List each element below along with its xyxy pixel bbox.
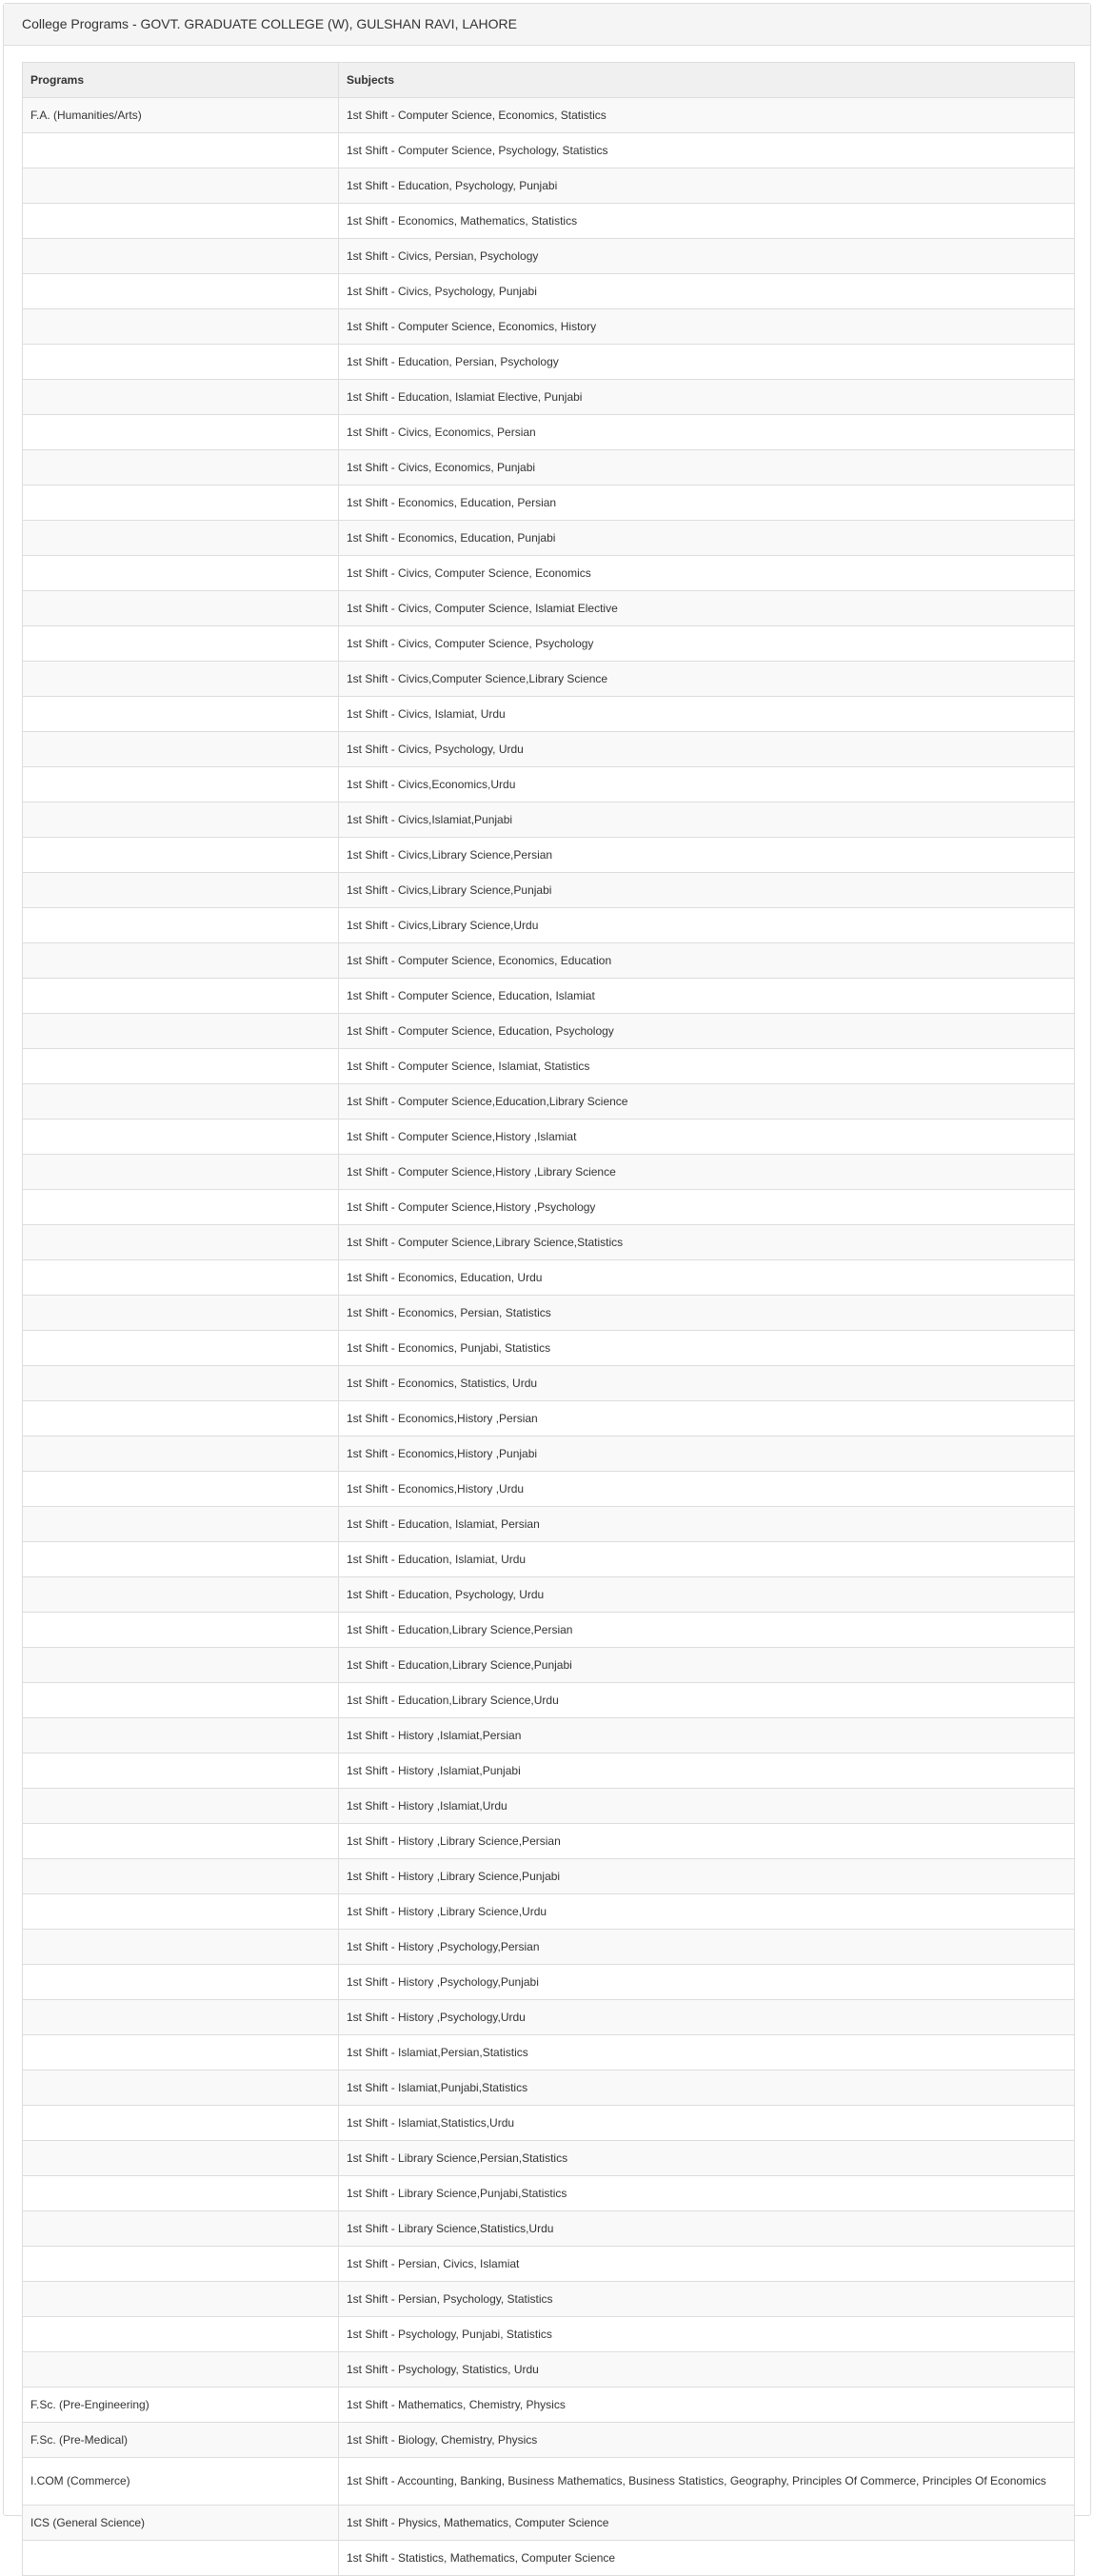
program-cell xyxy=(23,1401,339,1437)
program-cell xyxy=(23,591,339,626)
subjects-cell: 1st Shift - Civics,Library Science,Urdu xyxy=(339,908,1075,943)
table-row xyxy=(23,1437,1075,1472)
program-cell xyxy=(23,626,339,662)
program-cell xyxy=(23,133,339,168)
subjects-cell: 1st Shift - Civics, Psychology, Urdu xyxy=(339,732,1075,767)
table-row xyxy=(23,2141,1075,2176)
table-row xyxy=(23,1930,1075,1965)
programs-panel xyxy=(3,3,1091,2565)
table-row xyxy=(23,168,1075,204)
table-row xyxy=(23,380,1075,415)
table-row xyxy=(23,1225,1075,1260)
table-row xyxy=(23,1577,1075,1613)
program-cell: F.A. (Humanities/Arts) xyxy=(23,98,339,133)
subjects-cell: 1st Shift - Computer Science, Education, Islamiat xyxy=(339,979,1075,1014)
table-row xyxy=(23,1120,1075,1155)
subjects-cell: 1st Shift - Computer Science,Library Science,Statistics xyxy=(339,1225,1075,1260)
table-row xyxy=(23,450,1075,485)
table-row xyxy=(23,98,1075,133)
program-cell xyxy=(23,662,339,697)
program-cell xyxy=(23,1648,339,1683)
subjects-cell: 1st Shift - Persian, Civics, Islamiat xyxy=(339,2247,1075,2282)
table-row xyxy=(23,1190,1075,1225)
table-row xyxy=(23,1014,1075,1049)
table-row xyxy=(23,204,1075,239)
program-cell xyxy=(23,2071,339,2106)
subjects-cell: 1st Shift - Computer Science,History ,Psychology xyxy=(339,1190,1075,1225)
subjects-cell: 1st Shift - Computer Science,History ,Islamiat xyxy=(339,1120,1075,1155)
table-row xyxy=(23,697,1075,732)
subjects-cell: 1st Shift - Computer Science, Economics, History xyxy=(339,309,1075,345)
program-cell xyxy=(23,1965,339,2000)
subjects-cell: 1st Shift - Civics,Computer Science,Library Science xyxy=(339,662,1075,697)
program-cell xyxy=(23,1084,339,1120)
subjects-cell: 1st Shift - History ,Islamiat,Persian xyxy=(339,1718,1075,1754)
program-cell xyxy=(23,2282,339,2317)
program-cell: F.Sc. (Pre-Engineering) xyxy=(23,2388,339,2423)
program-cell xyxy=(23,2317,339,2352)
subjects-cell: 1st Shift - Economics,History ,Punjabi xyxy=(339,1437,1075,1472)
subjects-cell: 1st Shift - Economics,History ,Urdu xyxy=(339,1472,1075,1507)
program-cell xyxy=(23,1472,339,1507)
program-cell xyxy=(23,1225,339,1260)
table-row xyxy=(23,1401,1075,1437)
program-cell xyxy=(23,2352,339,2388)
subjects-cell: 1st Shift - Civics, Computer Science, Economics xyxy=(339,556,1075,591)
program-cell xyxy=(23,274,339,309)
program-cell xyxy=(23,1049,339,1084)
table-row xyxy=(23,943,1075,979)
subjects-cell: 1st Shift - Computer Science, Education, Psychology xyxy=(339,1014,1075,1049)
program-cell xyxy=(23,767,339,803)
program-cell xyxy=(23,556,339,591)
program-cell xyxy=(23,168,339,204)
subjects-cell: 1st Shift - Education,Library Science,Punjabi xyxy=(339,1648,1075,1683)
program-cell xyxy=(23,1260,339,1296)
table-row xyxy=(23,1507,1075,1542)
table-row xyxy=(23,1049,1075,1084)
table-row xyxy=(23,979,1075,1014)
subjects-cell: 1st Shift - Computer Science,History ,Library Science xyxy=(339,1155,1075,1190)
column-header-subjects: Subjects xyxy=(339,63,1075,98)
program-cell: ICS (General Science) xyxy=(23,2506,339,2541)
subjects-cell: 1st Shift - Education, Persian, Psychology xyxy=(339,345,1075,380)
subjects-cell: 1st Shift - Education, Psychology, Urdu xyxy=(339,1577,1075,1613)
table-row xyxy=(23,908,1075,943)
table-row xyxy=(23,309,1075,345)
subjects-cell: 1st Shift - Education, Psychology, Punjabi xyxy=(339,168,1075,204)
program-cell xyxy=(23,2141,339,2176)
subjects-cell: 1st Shift - Physics, Mathematics, Computer Science xyxy=(339,2506,1075,2541)
program-cell xyxy=(23,803,339,838)
program-cell xyxy=(23,1894,339,1930)
table-row xyxy=(23,1965,1075,2000)
table-row xyxy=(23,1824,1075,1859)
program-cell xyxy=(23,1683,339,1718)
subjects-cell: 1st Shift - Civics, Computer Science, Psychology xyxy=(339,626,1075,662)
table-row xyxy=(23,838,1075,873)
subjects-cell: 1st Shift - Mathematics, Chemistry, Physics xyxy=(339,2388,1075,2423)
table-row xyxy=(23,2282,1075,2317)
subjects-cell: 1st Shift - Education,Library Science,Persian xyxy=(339,1613,1075,1648)
program-cell xyxy=(23,1930,339,1965)
subjects-cell: 1st Shift - Economics, Education, Persian xyxy=(339,485,1075,521)
subjects-cell: 1st Shift - Psychology, Punjabi, Statistics xyxy=(339,2317,1075,2352)
program-cell xyxy=(23,2176,339,2211)
program-cell xyxy=(23,838,339,873)
program-cell xyxy=(23,485,339,521)
table-row xyxy=(23,2352,1075,2388)
subjects-cell: 1st Shift - History ,Library Science,Urdu xyxy=(339,1894,1075,1930)
table-row xyxy=(23,591,1075,626)
subjects-cell: 1st Shift - Islamiat,Persian,Statistics xyxy=(339,2035,1075,2071)
subjects-cell: 1st Shift - Psychology, Statistics, Urdu xyxy=(339,2352,1075,2388)
subjects-cell: 1st Shift - Economics, Persian, Statistics xyxy=(339,1296,1075,1331)
table-row xyxy=(23,1366,1075,1401)
program-cell xyxy=(23,1014,339,1049)
table-row xyxy=(23,2458,1075,2506)
subjects-cell: 1st Shift - Civics,Economics,Urdu xyxy=(339,767,1075,803)
subjects-cell: 1st Shift - Computer Science, Economics, Statistics xyxy=(339,98,1075,133)
programs-table xyxy=(22,62,1075,2576)
table-row xyxy=(23,2317,1075,2352)
program-cell xyxy=(23,2000,339,2035)
table-row xyxy=(23,1683,1075,1718)
subjects-cell: 1st Shift - Computer Science,Education,Library Science xyxy=(339,1084,1075,1120)
table-row xyxy=(23,2506,1075,2541)
program-cell xyxy=(23,2541,339,2576)
program-cell xyxy=(23,1366,339,1401)
subjects-cell: 1st Shift - History ,Psychology,Punjabi xyxy=(339,1965,1075,2000)
subjects-cell: 1st Shift - Civics, Economics, Punjabi xyxy=(339,450,1075,485)
program-cell xyxy=(23,1613,339,1648)
table-row xyxy=(23,2071,1075,2106)
table-row xyxy=(23,803,1075,838)
program-cell xyxy=(23,239,339,274)
program-cell xyxy=(23,1859,339,1894)
program-cell xyxy=(23,2106,339,2141)
table-row xyxy=(23,1789,1075,1824)
table-row xyxy=(23,485,1075,521)
table-row xyxy=(23,1859,1075,1894)
table-row xyxy=(23,732,1075,767)
subjects-cell: 1st Shift - Economics, Education, Urdu xyxy=(339,1260,1075,1296)
subjects-cell: 1st Shift - Civics, Computer Science, Islamiat Elective xyxy=(339,591,1075,626)
subjects-cell: 1st Shift - Library Science,Statistics,Urdu xyxy=(339,2211,1075,2247)
subjects-cell: 1st Shift - Computer Science, Economics, Education xyxy=(339,943,1075,979)
subjects-cell: 1st Shift - Persian, Psychology, Statistics xyxy=(339,2282,1075,2317)
subjects-cell: 1st Shift - Civics, Islamiat, Urdu xyxy=(339,697,1075,732)
program-cell xyxy=(23,873,339,908)
program-cell xyxy=(23,204,339,239)
program-cell xyxy=(23,1754,339,1789)
subjects-cell: 1st Shift - Islamiat,Punjabi,Statistics xyxy=(339,2071,1075,2106)
table-row xyxy=(23,2541,1075,2576)
table-row xyxy=(23,2000,1075,2035)
program-cell xyxy=(23,1542,339,1577)
program-cell xyxy=(23,1296,339,1331)
table-row xyxy=(23,2211,1075,2247)
subjects-cell: 1st Shift - Library Science,Punjabi,Statistics xyxy=(339,2176,1075,2211)
subjects-cell: 1st Shift - History ,Library Science,Punjabi xyxy=(339,1859,1075,1894)
table-row xyxy=(23,345,1075,380)
subjects-cell: 1st Shift - Civics, Economics, Persian xyxy=(339,415,1075,450)
table-row xyxy=(23,2388,1075,2423)
subjects-cell: 1st Shift - Biology, Chemistry, Physics xyxy=(339,2423,1075,2458)
table-row xyxy=(23,415,1075,450)
subjects-cell: 1st Shift - Education, Islamiat, Persian xyxy=(339,1507,1075,1542)
subjects-cell: 1st Shift - Education,Library Science,Urdu xyxy=(339,1683,1075,1718)
table-row xyxy=(23,1613,1075,1648)
table-row xyxy=(23,1754,1075,1789)
subjects-cell: 1st Shift - Accounting, Banking, Business Mathematics, Business Statistics, Geography, Principles Of Commerce, Principles Of Economics xyxy=(339,2458,1075,2506)
subjects-cell: 1st Shift - Civics,Islamiat,Punjabi xyxy=(339,803,1075,838)
program-cell xyxy=(23,450,339,485)
table-row xyxy=(23,1718,1075,1754)
panel-body xyxy=(4,46,1090,2576)
program-cell xyxy=(23,1577,339,1613)
table-row xyxy=(23,2176,1075,2211)
program-cell xyxy=(23,1507,339,1542)
program-cell xyxy=(23,979,339,1014)
subjects-cell: 1st Shift - Civics,Library Science,Punjabi xyxy=(339,873,1075,908)
table-row xyxy=(23,1648,1075,1683)
subjects-cell: 1st Shift - Civics,Library Science,Persian xyxy=(339,838,1075,873)
table-row xyxy=(23,1084,1075,1120)
program-cell xyxy=(23,697,339,732)
table-row xyxy=(23,2247,1075,2282)
table-row xyxy=(23,1260,1075,1296)
subjects-cell: 1st Shift - Statistics, Mathematics, Computer Science xyxy=(339,2541,1075,2576)
subjects-cell: 1st Shift - Civics, Psychology, Punjabi xyxy=(339,274,1075,309)
table-row xyxy=(23,2035,1075,2071)
subjects-cell: 1st Shift - History ,Islamiat,Punjabi xyxy=(339,1754,1075,1789)
table-body xyxy=(23,98,1075,2576)
subjects-cell: 1st Shift - History ,Psychology,Urdu xyxy=(339,2000,1075,2035)
table-row xyxy=(23,274,1075,309)
table-row xyxy=(23,133,1075,168)
subjects-cell: 1st Shift - Economics, Statistics, Urdu xyxy=(339,1366,1075,1401)
table-row xyxy=(23,1894,1075,1930)
subjects-cell: 1st Shift - Library Science,Persian,Statistics xyxy=(339,2141,1075,2176)
program-cell: F.Sc. (Pre-Medical) xyxy=(23,2423,339,2458)
table-row xyxy=(23,1472,1075,1507)
program-cell xyxy=(23,1190,339,1225)
subjects-cell: 1st Shift - History ,Library Science,Persian xyxy=(339,1824,1075,1859)
program-cell xyxy=(23,1155,339,1190)
program-cell xyxy=(23,1789,339,1824)
table-row xyxy=(23,873,1075,908)
table-row xyxy=(23,556,1075,591)
subjects-cell: 1st Shift - History ,Psychology,Persian xyxy=(339,1930,1075,1965)
table-header-row xyxy=(23,63,1075,98)
subjects-cell: 1st Shift - History ,Islamiat,Urdu xyxy=(339,1789,1075,1824)
program-cell xyxy=(23,309,339,345)
program-cell xyxy=(23,380,339,415)
program-cell xyxy=(23,521,339,556)
table-row xyxy=(23,2423,1075,2458)
subjects-cell: 1st Shift - Education, Islamiat Elective, Punjabi xyxy=(339,380,1075,415)
page-title: College Programs - GOVT. GRADUATE COLLEGE (W), GULSHAN RAVI, LAHORE xyxy=(4,4,1090,46)
program-cell xyxy=(23,1718,339,1754)
table-row xyxy=(23,662,1075,697)
table-row xyxy=(23,767,1075,803)
program-cell xyxy=(23,943,339,979)
program-cell: I.COM (Commerce) xyxy=(23,2458,339,2506)
subjects-cell: 1st Shift - Economics,History ,Persian xyxy=(339,1401,1075,1437)
subjects-cell: 1st Shift - Economics, Education, Punjabi xyxy=(339,521,1075,556)
table-row xyxy=(23,2106,1075,2141)
program-cell xyxy=(23,1331,339,1366)
program-cell xyxy=(23,1824,339,1859)
program-cell xyxy=(23,2247,339,2282)
subjects-cell: 1st Shift - Education, Islamiat, Urdu xyxy=(339,1542,1075,1577)
program-cell xyxy=(23,1437,339,1472)
subjects-cell: 1st Shift - Computer Science, Islamiat, Statistics xyxy=(339,1049,1075,1084)
subjects-cell: 1st Shift - Economics, Punjabi, Statistics xyxy=(339,1331,1075,1366)
program-cell xyxy=(23,1120,339,1155)
column-header-programs: Programs xyxy=(23,63,339,98)
table-row xyxy=(23,1296,1075,1331)
table-row xyxy=(23,239,1075,274)
table-row xyxy=(23,1542,1075,1577)
program-cell xyxy=(23,415,339,450)
program-cell xyxy=(23,908,339,943)
program-cell xyxy=(23,2211,339,2247)
program-cell xyxy=(23,732,339,767)
subjects-cell: 1st Shift - Computer Science, Psychology, Statistics xyxy=(339,133,1075,168)
program-cell xyxy=(23,2035,339,2071)
subjects-cell: 1st Shift - Civics, Persian, Psychology xyxy=(339,239,1075,274)
subjects-cell: 1st Shift - Islamiat,Statistics,Urdu xyxy=(339,2106,1075,2141)
table-row xyxy=(23,1331,1075,1366)
table-row xyxy=(23,521,1075,556)
program-cell xyxy=(23,345,339,380)
table-row xyxy=(23,1155,1075,1190)
subjects-cell: 1st Shift - Economics, Mathematics, Statistics xyxy=(339,204,1075,239)
table-row xyxy=(23,626,1075,662)
